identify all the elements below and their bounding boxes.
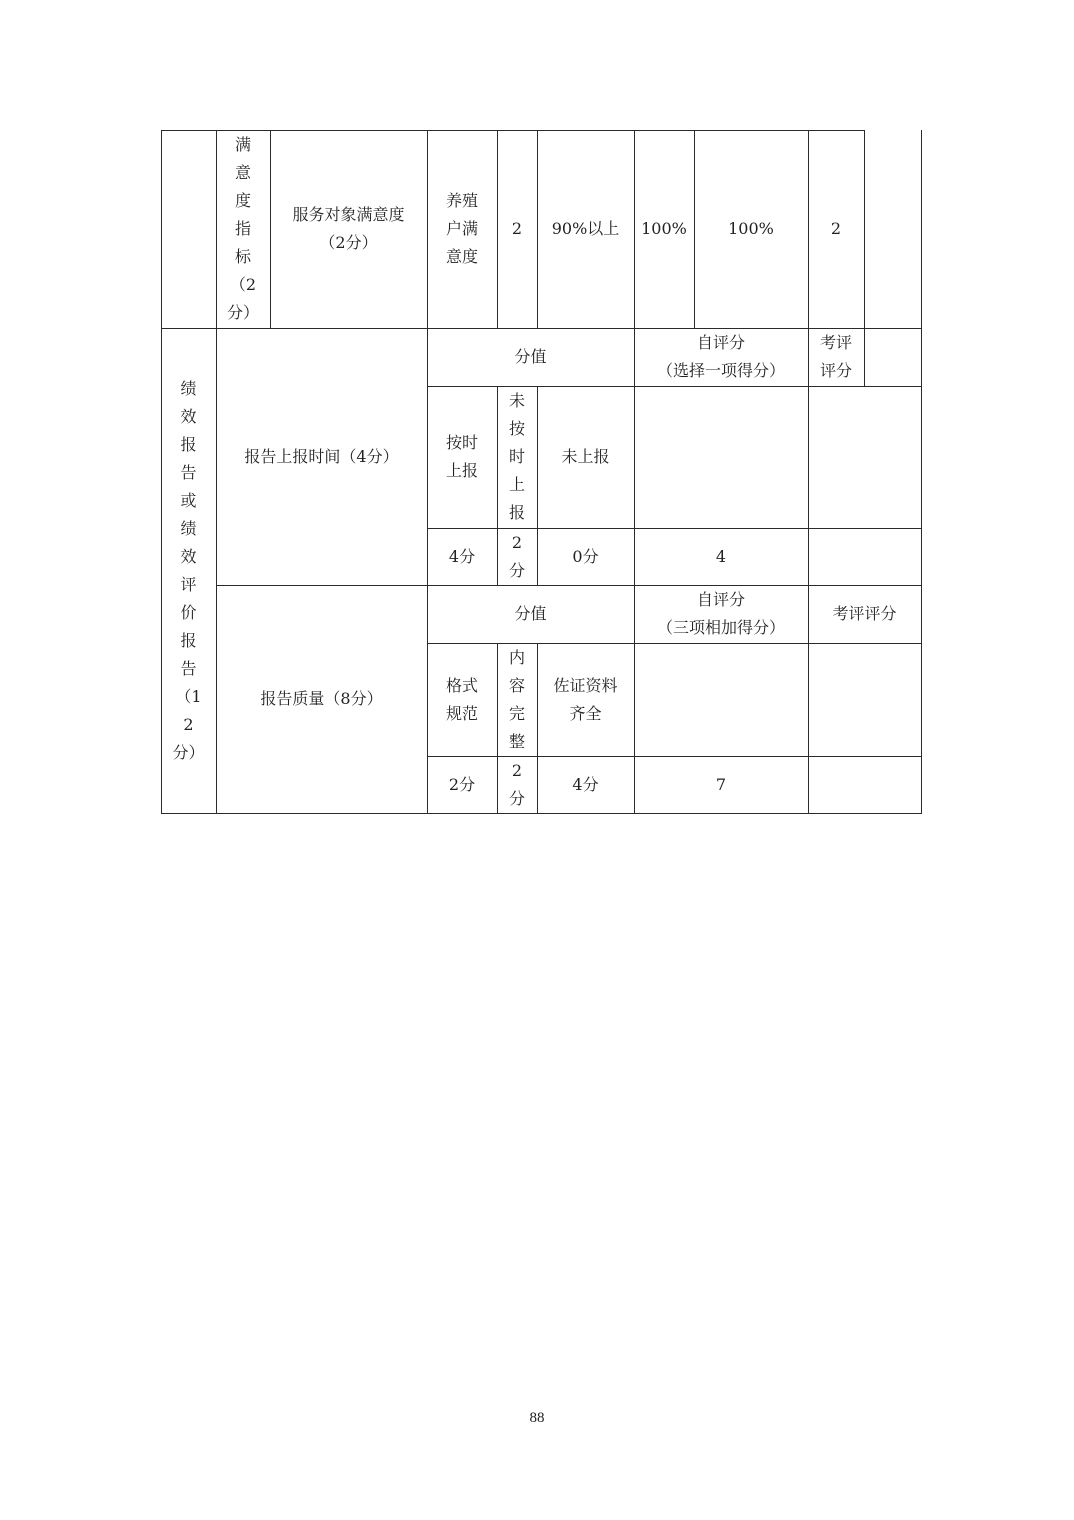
quality-option-content-text: 内 容 完 整 [508, 647, 525, 751]
satisfaction-target-value-cell [634, 130, 694, 328]
report-category-text: 绩 效 报 告 或 绩 效 评 价 报 告 （1 2 分） [172, 378, 205, 762]
satisfaction-actual-value-cell [694, 130, 808, 328]
timeliness-option-not-cell [537, 386, 634, 528]
quality-option-evidence-text: 佐证资料 齐全 [553, 675, 618, 723]
timeliness-score-on-time-cell [427, 528, 497, 585]
quality-option-evidence-cell [537, 643, 634, 756]
timeliness-review-header-text: 考评 评分 [819, 333, 852, 380]
timeliness-self-header-text: 自评分 （选择一项得分） [656, 333, 785, 380]
satisfaction-target-cell [427, 130, 497, 328]
timeliness-option-on-time-text: 按时 上报 [445, 433, 478, 480]
timeliness-label-text: 报告上报时间（4分） [244, 446, 399, 466]
quality-score-evidence-cell [537, 756, 634, 813]
quality-option-format-cell [427, 643, 497, 756]
satisfaction-target-text: 养殖 户满 意度 [445, 191, 478, 266]
timeliness-self-score-text: 4 [715, 546, 727, 566]
quality-score-format-cell [427, 756, 497, 813]
timeliness-self-score-cell [634, 528, 808, 585]
quality-self-header-cell [634, 585, 808, 643]
timeliness-self-header-cell [634, 328, 808, 386]
satisfaction-weight-cell [497, 130, 537, 328]
quality-review-header-text: 考评评分 [832, 604, 897, 623]
satisfaction-indicator-cell [270, 130, 427, 328]
quality-value-header-cell [427, 585, 634, 643]
quality-score-evidence-text: 4分 [572, 774, 599, 794]
timeliness-label-cell [216, 328, 427, 585]
quality-option-content-cell [497, 643, 537, 756]
quality-review-header-cell [808, 585, 921, 643]
satisfaction-category-text: 满 意 度 指 标 （2 分） [226, 135, 259, 322]
quality-label-cell [216, 585, 427, 813]
satisfaction-weight-text: 2 [511, 219, 523, 238]
timeliness-option-on-time-cell [427, 386, 497, 528]
timeliness-score-not-text: 0分 [572, 546, 599, 566]
satisfaction-target-value-text: 100% [641, 219, 687, 238]
quality-value-header-text: 分值 [514, 604, 547, 623]
satisfaction-score-text: 2 [830, 219, 842, 238]
timeliness-score-on-time-text: 4分 [448, 546, 476, 566]
quality-option-format-text: 格式 规范 [445, 675, 478, 723]
satisfaction-category-cell [216, 130, 270, 328]
satisfaction-standard-text: 90%以上 [551, 219, 620, 238]
satisfaction-standard-cell [537, 130, 634, 328]
quality-score-format-text: 2分 [448, 774, 476, 794]
quality-score-content-cell [497, 756, 537, 813]
quality-self-header-text: 自评分 （三项相加得分） [656, 590, 785, 637]
quality-score-content-text: 2 分 [508, 760, 525, 808]
quality-self-score-text: 7 [715, 774, 727, 794]
quality-self-score-cell [634, 756, 808, 813]
satisfaction-score-cell [808, 130, 864, 328]
satisfaction-indicator-text: 服务对象满意度 （2分） [292, 205, 405, 252]
timeliness-option-late-text: 未 按 时 上 报 [508, 391, 525, 522]
report-category-cell [161, 328, 216, 813]
timeliness-score-late-cell [497, 528, 537, 585]
satisfaction-actual-value-text: 100% [728, 219, 774, 238]
page-number: 88 [529, 1410, 545, 1426]
timeliness-option-late-cell [497, 386, 537, 528]
timeliness-review-header-cell [808, 328, 864, 386]
timeliness-score-late-text: 2 分 [508, 532, 525, 580]
timeliness-value-header-cell [427, 328, 634, 386]
timeliness-option-not-text: 未上报 [561, 447, 610, 466]
timeliness-value-header-text: 分值 [514, 347, 547, 366]
quality-label-text: 报告质量（8分） [260, 689, 383, 708]
timeliness-score-not-cell [537, 528, 634, 585]
